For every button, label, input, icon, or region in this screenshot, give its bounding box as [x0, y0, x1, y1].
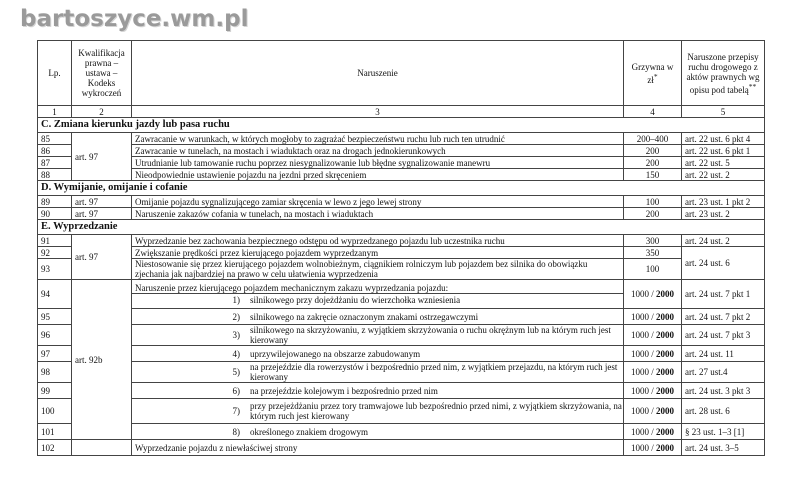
- row-subitem: [132, 312, 623, 322]
- header-fine-mark: *: [653, 71, 658, 81]
- row-violation: [132, 346, 624, 362]
- row-fine: 350: [624, 247, 682, 259]
- row-fine-sep: /: [651, 330, 654, 340]
- row-subitem: [132, 362, 623, 382]
- table-row: [38, 399, 765, 424]
- header-qualification: Kwalifikacja prawna – ustawa – Kodeks wykroczeń: [72, 41, 132, 106]
- row-fine-repeat: 2000: [656, 385, 674, 396]
- row-lp: 100: [38, 399, 72, 424]
- row-fine: 100: [624, 196, 682, 208]
- row-lp: 85: [38, 133, 72, 145]
- row-violation-intro: Naruszenie przez kierującego pojazdem mechanicznym zakazu wyprzedzania pojazdu:: [135, 282, 449, 293]
- row-fine-repeat: 2000: [656, 289, 674, 299]
- row-lp: 94: [38, 280, 72, 309]
- row-fine-base: 1000: [630, 348, 649, 359]
- row-fine-repeat: 2000: [656, 406, 674, 416]
- row-violation: Wyprzedzanie pojazdu z niewłaściwej strony: [132, 440, 624, 456]
- row-rule: art. 24 ust. 11: [682, 346, 765, 362]
- row-fine-repeat: 2000: [656, 330, 674, 340]
- header-rules-mark: **: [748, 81, 757, 91]
- row-violation: [132, 280, 624, 309]
- row-lp: 86: [38, 145, 72, 157]
- row-subitem-number: 7): [232, 406, 240, 416]
- row-subitem: [132, 386, 623, 396]
- row-violation: Omijanie pojazdu sygnalizującego zamiar skręcenia w lewo z jego lewej strony: [132, 196, 624, 208]
- col-number: 1: [38, 106, 72, 118]
- row-violation: Utrudnianie lub tamowanie ruchu poprzez niesygnalizowanie lub błędne sygnalizowanie manewru: [132, 157, 624, 169]
- header-fine-label: Grzywna w zł: [631, 61, 674, 85]
- row-fine: [624, 440, 682, 456]
- row-rule: art. 24 ust. 7 pkt 2: [682, 309, 765, 325]
- row-lp: 89: [38, 196, 72, 208]
- row-fine-repeat: 2000: [656, 367, 674, 377]
- header-lp: Lp.: [38, 41, 72, 106]
- row-subitem-text: na przejeździe kolejowym i bezpośrednio przed nim: [250, 385, 438, 396]
- table-row: [38, 145, 765, 157]
- row-subitem-number: 8): [232, 426, 240, 437]
- site-watermark: bartoszyce.wm.pl: [20, 6, 249, 32]
- row-lp: 93: [38, 259, 72, 280]
- row-fine-repeat: 2000: [656, 348, 674, 359]
- table-row: [38, 208, 765, 220]
- row-violation: Naruszenie zakazów cofania w tunelach, na mostach i wiaduktach: [132, 208, 624, 220]
- table-row: [38, 362, 765, 383]
- header-violation: Naruszenie: [132, 41, 624, 106]
- row-lp: 97: [38, 346, 72, 362]
- section-heading: [38, 181, 765, 196]
- row-fine-sep: /: [651, 385, 654, 396]
- row-rule: art. 24 ust. 3 pkt 3: [682, 383, 765, 399]
- row-fine-repeat: 2000: [656, 442, 674, 453]
- row-rule: art. 24 ust. 6: [682, 247, 765, 280]
- row-subitem-text: określonego znakiem drogowym: [250, 426, 368, 437]
- table-row: [38, 157, 765, 169]
- fines-table: [37, 40, 765, 456]
- row-rule: art. 24 ust. 7 pkt 1: [682, 280, 765, 309]
- header-fine: [624, 41, 682, 106]
- row-rule: art. 23 ust. 1 pkt 2: [682, 196, 765, 208]
- table-row: [38, 259, 765, 280]
- row-rule: art. 27 ust.4: [682, 362, 765, 383]
- section-e-title: E. Wyprzedzanie: [38, 220, 765, 235]
- row-lp: 91: [38, 235, 72, 247]
- table-row: [38, 196, 765, 208]
- row-fine-repeat: 2000: [656, 311, 674, 322]
- row-fine-base: 1000: [630, 385, 649, 396]
- row-fine-base: 1000: [630, 311, 649, 322]
- row-rule: art. 22 ust. 2: [682, 169, 765, 181]
- table-row: [38, 309, 765, 325]
- row-fine-sep: /: [651, 406, 654, 416]
- row-qualification: [72, 440, 132, 456]
- table-row: [38, 325, 765, 346]
- row-violation: [132, 383, 624, 399]
- row-subitem-text: uprzywilejowanego na obszarze zabudowanym: [250, 348, 421, 359]
- row-rule: art. 22 ust. 5: [682, 157, 765, 169]
- table-row: [38, 383, 765, 399]
- row-fine-base: 1000: [630, 426, 649, 437]
- row-lp: 96: [38, 325, 72, 346]
- row-fine: [624, 309, 682, 325]
- row-qualification: art. 97: [72, 196, 132, 208]
- section-heading: [38, 220, 765, 235]
- row-fine-sep: /: [651, 426, 654, 437]
- table-row: [38, 280, 765, 309]
- table-row: [38, 133, 765, 145]
- table-row: [38, 247, 765, 259]
- row-subitem: [132, 401, 623, 421]
- row-subitem-text: silnikowego przy dojeżdżaniu do wierzchołka wzniesienia: [250, 295, 461, 305]
- row-subitem-text: przy przejeżdżaniu przez tory tramwajowe lub bezpośrednio przed nimi, z wyjątkiem skrzyżowania, na którym ruch jest kierowany: [250, 401, 622, 421]
- row-fine: 200: [624, 208, 682, 220]
- row-rule: art. 28 ust. 6: [682, 399, 765, 424]
- row-subitem: [132, 325, 623, 345]
- row-subitem-number: 1): [232, 295, 240, 305]
- row-fine-base: 1000: [630, 289, 649, 299]
- col-number: 3: [132, 106, 624, 118]
- row-subitem-number: 5): [232, 367, 240, 377]
- row-fine: [624, 346, 682, 362]
- row-lp: 95: [38, 309, 72, 325]
- row-rule: § 23 ust. 1–3 [1]: [682, 424, 765, 440]
- row-fine: 200: [624, 157, 682, 169]
- header-rules: [682, 41, 765, 106]
- row-qualification: art. 97: [72, 208, 132, 220]
- row-fine-base: 1000: [630, 406, 649, 416]
- table-row: [38, 169, 765, 181]
- row-fine-base: 1000: [630, 330, 649, 340]
- row-violation: [132, 325, 624, 346]
- row-fine-sep: /: [651, 289, 654, 299]
- row-subitem-text: silnikowego na skrzyżowaniu, z wyjątkiem skrzyżowania o ruchu okrężnym lub na którym ruch jest kierowany: [250, 325, 611, 345]
- col-number: 4: [624, 106, 682, 118]
- row-subitem-number: 3): [232, 330, 240, 340]
- row-fine-sep: /: [651, 442, 654, 453]
- row-fine: 100: [624, 259, 682, 280]
- row-lp: 87: [38, 157, 72, 169]
- row-violation: Wyprzedzanie bez zachowania bezpiecznego odstępu od wyprzedzanego pojazdu lub uczestnika ruchu: [132, 235, 624, 247]
- row-subitem-text: silnikowego na zakręcie oznaczonym znakami ostrzegawczymi: [250, 311, 479, 322]
- table-row: [38, 440, 765, 456]
- row-fine-base: 1000: [630, 367, 649, 377]
- row-violation: Zawracanie w tunelach, na mostach i wiaduktach oraz na drogach jednokierunkowych: [132, 145, 624, 157]
- row-violation: Niestosowanie się przez kierującego pojazdem wolnobieżnym, ciągnikiem rolniczym lub pojazdem bez silnika do obowiązku zjechania jak najbardziej na prawo w celu ułatwienia wyprzedzenia: [132, 259, 624, 280]
- row-lp: 90: [38, 208, 72, 220]
- row-rule: art. 24 ust. 3–5: [682, 440, 765, 456]
- row-lp: 92: [38, 247, 72, 259]
- section-d-title: D. Wymijanie, omijanie i cofanie: [38, 181, 765, 196]
- row-subitem-number: 2): [232, 311, 240, 322]
- row-fine: [624, 362, 682, 383]
- row-subitem: [132, 293, 623, 307]
- row-qualification: art. 92b: [72, 280, 132, 440]
- row-fine: [624, 399, 682, 424]
- row-violation: [132, 362, 624, 383]
- row-violation: [132, 424, 624, 440]
- row-fine: 300: [624, 235, 682, 247]
- row-fine-repeat: 2000: [656, 426, 674, 437]
- table-row: [38, 424, 765, 440]
- section-c-title: C. Zmiana kierunku jazdy lub pasa ruchu: [38, 118, 765, 133]
- row-qualification: art. 97: [72, 133, 132, 181]
- row-qualification: art. 97: [72, 235, 132, 280]
- row-violation: [132, 309, 624, 325]
- row-subitem-number: 6): [232, 385, 240, 396]
- row-lp: 98: [38, 362, 72, 383]
- row-fine: 150: [624, 169, 682, 181]
- row-fine: 200–400: [624, 133, 682, 145]
- row-rule: art. 22 ust. 6 pkt 1: [682, 145, 765, 157]
- row-fine-base: 1000: [630, 442, 649, 453]
- row-rule: art. 22 ust. 6 pkt 4: [682, 133, 765, 145]
- row-fine: [624, 280, 682, 309]
- row-rule: art. 24 ust. 2: [682, 235, 765, 247]
- row-fine: [624, 325, 682, 346]
- row-fine: [624, 383, 682, 399]
- table-row: [38, 235, 765, 247]
- row-violation: Nieodpowiednie ustawienie pojazdu na jezdni przed skręceniem: [132, 169, 624, 181]
- header-rules-label: Naruszone przepisy ruchu drogowego z aktów prawnych wg opisu pod tabelą: [686, 51, 760, 95]
- col-number: 5: [682, 106, 765, 118]
- row-rule: art. 24 ust. 7 pkt 3: [682, 325, 765, 346]
- row-fine-sep: /: [651, 367, 654, 377]
- row-subitem: [132, 349, 623, 359]
- row-lp: 99: [38, 383, 72, 399]
- table-header: [38, 41, 765, 106]
- row-subitem-number: 4): [232, 348, 240, 359]
- row-subitem-text: na przejeździe dla rowerzystów i bezpośrednio przed nim, z wyjątkiem przejazdu, na którym ruch jest kierowany: [250, 362, 618, 382]
- table-row: [38, 346, 765, 362]
- row-fine: [624, 424, 682, 440]
- row-violation: Zwiększanie prędkości przez kierującego pojazdem wyprzedzanym: [132, 247, 624, 259]
- row-lp: 101: [38, 424, 72, 440]
- row-violation: [132, 399, 624, 424]
- section-heading: [38, 118, 765, 133]
- row-fine-sep: /: [651, 311, 654, 322]
- row-lp: 102: [38, 440, 72, 456]
- row-subitem: [132, 427, 623, 437]
- row-lp: 88: [38, 169, 72, 181]
- column-number-row: [38, 106, 765, 118]
- row-violation: Zawracanie w warunkach, w których mogłoby to zagrażać bezpieczeństwu ruchu lub ruch ten utrudnić: [132, 133, 624, 145]
- row-rule: art. 23 ust. 2: [682, 208, 765, 220]
- row-fine-sep: /: [651, 348, 654, 359]
- row-fine: 200: [624, 145, 682, 157]
- col-number: 2: [72, 106, 132, 118]
